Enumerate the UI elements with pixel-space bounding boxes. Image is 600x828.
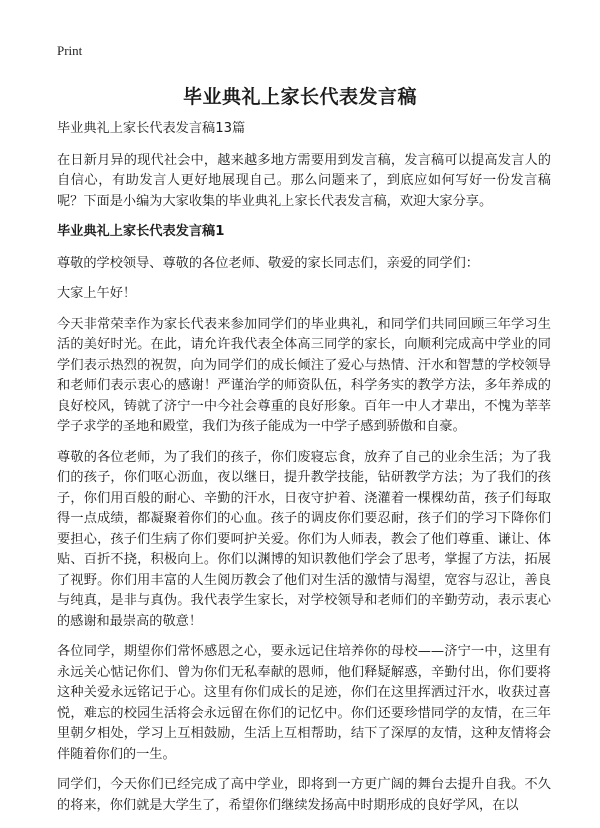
- section-heading: 毕业典礼上家长代表发言稿1: [57, 224, 225, 239]
- intro-paragraph: 在日新月异的现代社会中，越来越多地方需要用到发言稿，发言稿可以提高发言人的自信心，有助发言人更好地展现自己。那么问题来了，到底应如何写好一份发言稿呢？下面是小编为大家收集的毕业典礼上家长代表发言稿，欢迎大家分享。: [57, 152, 551, 209]
- document-body: [57, 119, 551, 826]
- print-link[interactable]: Print: [57, 43, 83, 58]
- document-subtitle: 毕业典礼上家长代表发言稿13篇: [57, 121, 246, 136]
- body-paragraph: 同学们，今天你们已经完成了高中学业，即将到一方更广阔的舞台去提升自我。不久的将来，你们就是大学生了，希望你们继续发扬高中时期形成的良好学风，在以: [57, 777, 551, 813]
- salutation-paragraph: 尊敬的学校领导、尊敬的各位老师、敬爱的家长同志们，亲爱的同学们：: [57, 255, 479, 271]
- body-paragraph: 今天非常荣幸作为家长代表来参加同学们的毕业典礼，和同学们共同回顾三年学习生活的美好时光。在此，请允许我代表全体高三同学的家长，向顺利完成高中学业的同学们表示热烈的祝贺，向为同学们的成长倾注了爱心与热情、汗水和智慧的学校领导和老师们表示衷心的感谢！严谨治学的师资队伍，科学务实的教学方法，多年养成的良好校风，铸就了济宁一中今社会尊重的良好形象。百年一中人才辈出，不愧为莘莘学子求学的圣地和殿堂，我们为孩子能成为一中学子感到骄傲和自豪。: [57, 316, 551, 434]
- body-paragraph: 各位同学，期望你们常怀感恩之心，要永远记住培养你的母校——济宁一中，这里有永远关心惦记你们、曾为你们无私奉献的恩师，他们释疑解惑，辛勤付出，你们要将这种关爱永远铭记于心。这里有你们成长的足迹，你们在这里挥洒过汗水，收获过喜悦，难忘的校园生活将会永远留在你们的记忆中。你们还要珍惜同学的友情，在三年里朝夕相处，学习上互相鼓励，生活上互相帮助，结下了深厚的友情，这种友情将会伴随着你们的一生。: [57, 644, 551, 762]
- page-title: 毕业典礼上家长代表发言稿: [182, 86, 417, 108]
- body-paragraph: 尊敬的各位老师，为了我们的孩子，你们废寝忘食，放弃了自己的业余生活；为了我们的孩子，你们呕心沥血，夜以继日，提升教学技能，钻研教学方法；为了我们的孩子，你们用百般的耐心、辛勤的汗水，日夜守护着、浇灌着一棵棵幼苗，孩子们每取得一点成绩，都凝聚着你们的心血。孩子的调皮你们要忍耐，孩子们的学习下降你们要担心，孩子们生病了你们要呵护关爱。你们为人师表，教会了他们尊重、谦让、体贴、百折不挠，积极向上。你们以渊博的知识教他们学会了思考，掌握了方法，拓展了视野。你们用丰富的人生阅历教会了他们对生活的激情与渴望，宽容与忍让，善良与纯真，是非与真伪。我代表学生家长，对学校领导和老师们的辛勤劳动，表示衷心的感谢和最崇高的敬意！: [57, 449, 551, 629]
- greeting-paragraph: 大家上午好！: [57, 286, 137, 301]
